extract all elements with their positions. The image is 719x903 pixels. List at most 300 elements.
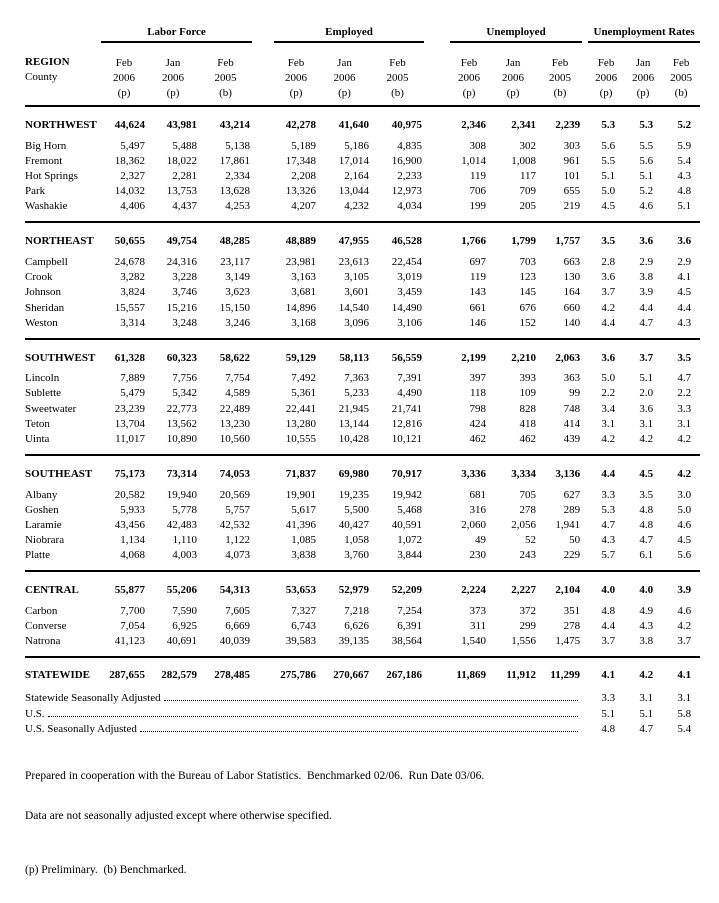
value-cell: 363 [563,372,581,385]
rate-cell: 4.1 [588,657,624,688]
period-header-unemployed-1 [488,42,538,106]
value-cell: 2,063 [538,339,582,371]
value-cell: 4,490 [397,387,423,400]
region-section-southeast [25,455,700,571]
value-cell: 393 [519,372,537,385]
value-cell: 3,228 [172,271,197,284]
header-corner [25,24,101,42]
rate-cell: 3.6 [588,339,624,371]
value-cell: 48,285 [199,222,252,254]
period-year: 2005 [386,72,409,84]
value-cell: 7,700 [120,604,145,617]
value-cell: 17,861 [219,154,251,167]
rate-cell: 2.2 [677,387,692,400]
period-header-unemployment-rates-0 [588,42,624,106]
column-gap [252,455,274,487]
column-gap [252,138,274,153]
column-gap [424,153,450,168]
rate-cell: 4.0 [624,571,662,603]
value-cell: 308 [469,139,487,152]
value-cell: 3,824 [120,286,145,299]
value-cell: 21,741 [391,402,423,415]
value-cell: 16,900 [391,154,423,167]
value-cell: 270,667 [318,657,371,688]
value-cell: 1,072 [397,534,423,547]
value-cell: 2,224 [450,571,488,603]
rate-cell: 4.2 [677,620,692,633]
rate-cell: 4.6 [639,200,654,213]
value-cell: 418 [519,417,537,430]
value-cell: 7,605 [225,604,251,617]
column-gap [424,386,450,401]
adjusted-row-label-cell [25,721,582,736]
period-note: (p) [117,87,131,99]
value-cell: 3,096 [344,316,370,329]
rate-cell: 4.9 [639,604,654,617]
rate-cell: 5.5 [601,154,616,167]
rate-cell: 3.7 [601,286,616,299]
rate-cell: 5.1 [639,372,654,385]
region-section-southwest [25,339,700,455]
value-cell: 5,500 [344,503,370,516]
rate-cell: 5.8 [677,707,692,720]
value-cell: 1,134 [120,534,145,547]
value-cell: 424 [469,417,487,430]
column-gap [424,222,450,254]
value-cell: 6,743 [291,620,317,633]
county-row [25,371,700,386]
value-cell: 20,582 [114,488,145,501]
value-cell: 11,017 [115,433,145,446]
rate-cell: 4.5 [624,455,662,487]
value-cell: 118 [469,387,487,400]
group-header-employed: Employed [274,24,424,42]
value-cell: 1,766 [450,222,488,254]
value-cell: 661 [469,301,487,314]
value-cell: 47,955 [318,222,371,254]
county-row [25,153,700,168]
period-note: (b) [674,87,688,99]
value-cell: 5,189 [291,139,317,152]
period-note: (b) [219,87,232,99]
value-cell: 282,579 [147,657,199,688]
dotted-leader [164,700,578,701]
county-row [25,270,700,285]
period-note: (p) [506,87,520,99]
value-cell: 5,488 [172,139,197,152]
value-cell: 2,281 [172,169,197,182]
rate-cell: 4.4 [601,316,616,329]
county-name: Converse [25,620,67,633]
value-cell: 205 [519,200,537,213]
column-gap [252,487,274,502]
column-gap [424,199,450,223]
value-cell: 1,014 [461,154,487,167]
value-cell: 164 [563,286,581,299]
period-note: (p) [462,87,476,99]
value-cell: 697 [469,255,487,268]
value-cell: 41,640 [318,106,371,138]
value-cell: 40,691 [166,635,197,648]
value-cell: 303 [563,139,581,152]
county-row [25,300,700,315]
value-cell: 7,492 [291,372,317,385]
value-cell: 703 [519,255,537,268]
statewide-section [25,657,700,688]
rate-cell: 5.2 [662,106,700,138]
rate-cell: 3.9 [662,571,700,603]
column-header-row [25,42,700,106]
value-cell: 6,925 [172,620,197,633]
adjusted-row-label-cell [25,688,582,706]
period-month: Feb [389,57,406,69]
value-cell: 70,917 [371,455,424,487]
county-row [25,619,700,634]
value-cell: 1,941 [555,519,581,531]
column-gap [252,199,274,223]
column-gap [424,138,450,153]
county-name: Uinta [25,433,50,446]
period-note: (p) [636,87,650,99]
column-gap [424,634,450,658]
period-note: (b) [553,87,567,99]
rate-cell: 4.2 [624,657,662,688]
rate-cell: 4.2 [639,433,654,446]
county-row [25,502,700,517]
region-row [25,106,700,138]
region-name: SOUTHWEST [25,339,101,371]
rate-cell: 3.1 [677,417,692,430]
column-gap [424,106,450,138]
adjusted-rate-row [25,688,700,706]
county-name: Sublette [25,387,62,400]
value-cell: 4,406 [120,200,145,213]
column-gap [252,106,274,138]
rate-cell: 4.5 [601,200,616,213]
value-cell: 13,753 [166,185,197,198]
value-cell: 21,945 [338,402,370,415]
value-cell: 1,122 [225,534,251,547]
value-cell: 49 [475,534,487,547]
column-gap [424,184,450,199]
value-cell: 10,890 [166,433,197,446]
period-year: 2005 [670,72,693,84]
value-cell: 49,754 [147,222,199,254]
value-cell: 59,129 [274,339,318,371]
period-header-employed-2 [371,42,424,106]
value-cell: 4,437 [172,200,197,213]
column-gap [252,634,274,658]
value-cell: 43,456 [114,519,145,531]
value-cell: 5,617 [291,503,317,516]
rate-cell: 5.5 [639,139,654,152]
value-cell: 373 [469,604,487,617]
county-name: Carbon [25,604,58,617]
period-year: 2006 [632,72,655,84]
column-gap [252,502,274,517]
value-cell: 3,168 [291,316,317,329]
period-month: Feb [460,57,478,69]
column-gap [252,603,274,618]
value-cell: 7,218 [344,604,370,617]
county-row [25,254,700,269]
value-cell: 10,121 [391,433,423,446]
rate-cell: 3.5 [588,222,624,254]
value-cell: 38,564 [391,635,423,648]
value-cell: 5,468 [397,503,423,516]
county-name: Park [25,185,46,198]
county-name: Goshen [25,503,59,516]
value-cell: 61,328 [101,339,147,371]
value-cell: 53,653 [274,571,318,603]
rate-cell: 5.0 [601,372,616,385]
value-cell: 5,757 [225,503,251,516]
region-section-central [25,571,700,657]
county-name: Washakie [25,200,68,213]
rate-cell: 4.5 [677,286,692,299]
period-month: Feb [115,57,133,69]
period-year: 2006 [162,72,184,84]
rate-cell: 4.8 [601,722,616,735]
value-cell: 2,239 [538,106,582,138]
rate-cell: 5.6 [601,139,616,152]
column-gap [252,339,274,371]
adjusted-rate-row [25,721,700,736]
value-cell: 42,483 [166,519,197,531]
county-name: Lincoln [25,372,60,385]
region-header-label: REGION [25,56,70,68]
rate-cell: 5.9 [677,139,692,152]
value-cell: 3,838 [291,549,317,562]
period-note: (p) [289,87,303,99]
period-month: Feb [217,57,234,69]
county-name: Niobrara [25,534,65,547]
column-gap [424,502,450,517]
value-cell: 13,230 [219,417,251,430]
value-cell: 7,391 [397,372,423,385]
column-gap [252,517,274,532]
rate-cell: 3.7 [677,635,692,648]
period-note: (p) [166,87,180,99]
county-name: Hot Springs [25,169,78,182]
value-cell: 50 [569,534,581,547]
rate-cell: 4.7 [639,534,654,547]
rate-cell: 5.1 [601,169,616,182]
value-cell: 43,981 [147,106,199,138]
value-cell: 439 [563,433,581,446]
value-cell: 17,014 [338,154,370,167]
header-gap [252,24,274,42]
column-gap [424,401,450,416]
column-gap [424,603,450,618]
dotted-leader [48,716,579,717]
value-cell: 2,208 [291,169,317,182]
value-cell: 55,206 [147,571,199,603]
period-month: Jan [165,57,181,69]
report-notes [25,745,702,903]
value-cell: 3,623 [225,286,251,299]
value-cell: 1,110 [172,534,197,547]
value-cell: 13,562 [166,417,197,430]
value-cell: 152 [519,316,537,329]
value-cell: 798 [469,402,487,415]
value-cell: 705 [519,488,537,501]
column-gap [252,571,274,603]
county-name: Crook [25,271,53,284]
county-row [25,517,700,532]
rate-cell: 4.1 [662,657,700,688]
group-header-unemployment-rates: Unemployment Rates [588,24,700,42]
value-cell: 15,557 [114,301,145,314]
value-cell: 3,336 [450,455,488,487]
value-cell: 55,877 [101,571,147,603]
period-header-unemployed-2 [538,42,582,106]
period-header-unemployment-rates-2 [662,42,700,106]
county-name: Platte [25,549,51,562]
period-year: 2006 [458,72,481,84]
rate-cell: 2.8 [601,255,616,268]
value-cell: 13,044 [338,185,370,198]
value-cell: 10,428 [338,433,370,446]
period-note: (p) [599,87,613,99]
value-cell: 1,556 [511,635,537,648]
group-header-labor-force: Labor Force [101,24,252,42]
rate-cell: 2.2 [601,387,616,400]
period-header-labor-force-1 [147,42,199,106]
rate-cell: 4.3 [677,169,692,182]
value-cell: 109 [519,387,537,400]
value-cell: 828 [519,402,537,415]
rate-cell: 4.1 [677,271,692,284]
value-cell: 278 [563,620,581,633]
rate-cell: 5.2 [639,185,654,198]
period-month: Feb [287,57,305,69]
value-cell: 267,186 [371,657,424,688]
value-cell: 5,138 [225,139,251,152]
column-gap [424,285,450,300]
rate-cell: 3.6 [601,271,616,284]
rate-cell: 3.4 [601,402,616,415]
column-gap [424,168,450,183]
period-note: (p) [338,87,351,99]
value-cell: 44,624 [101,106,147,138]
rate-cell: 4.7 [601,519,616,531]
value-cell: 119 [469,271,487,284]
county-name: Weston [25,316,58,329]
column-gap [424,254,450,269]
period-header-labor-force-2 [199,42,252,106]
value-cell: 4,073 [225,549,251,562]
value-cell: 11,912 [488,657,538,688]
county-name: Campbell [25,255,68,268]
column-gap [252,416,274,431]
value-cell: 60,323 [147,339,199,371]
value-cell: 39,583 [285,635,317,648]
adjusted-row-label: U.S. [25,707,45,720]
value-cell: 7,754 [225,372,251,385]
rate-cell: 2.9 [639,255,654,268]
value-cell: 10,560 [219,433,251,446]
region-name: NORTHWEST [25,106,101,138]
value-cell: 3,106 [397,316,423,329]
period-month: Jan [337,57,352,69]
value-cell: 54,313 [199,571,252,603]
value-cell: 3,105 [344,271,370,284]
value-cell: 14,540 [338,301,370,314]
header-gap [424,24,450,42]
rate-cell: 4.2 [601,301,616,314]
value-cell: 58,113 [318,339,371,371]
rate-cell: 4.5 [677,534,692,547]
value-cell: 4,003 [172,549,197,562]
value-cell: 2,327 [120,169,145,182]
dotted-leader [140,731,578,732]
value-cell: 1,540 [461,635,487,648]
value-cell: 24,316 [166,255,197,268]
value-cell: 7,254 [397,604,423,617]
county-name: Teton [25,417,50,430]
period-header-employed-0 [274,42,318,106]
value-cell: 1,757 [538,222,582,254]
value-cell: 3,246 [225,316,251,329]
value-cell: 229 [563,549,581,562]
adjusted-rates-section [25,688,700,736]
value-cell: 1,085 [291,534,317,547]
column-gap [424,270,450,285]
value-cell: 20,569 [219,488,251,501]
period-year: 2006 [595,72,618,84]
value-cell: 7,363 [344,372,370,385]
period-year: 2006 [113,72,135,84]
rate-cell: 4.3 [639,620,654,633]
value-cell: 13,628 [219,185,251,198]
column-gap [424,487,450,502]
column-gap [252,401,274,416]
value-cell: 101 [563,169,581,182]
value-cell: 40,591 [391,519,423,531]
region-row [25,222,700,254]
column-gap [252,270,274,285]
value-cell: 3,314 [120,316,145,329]
column-gap [252,657,274,688]
county-row [25,487,700,502]
rate-cell: 5.1 [639,169,654,182]
value-cell: 2,164 [344,169,370,182]
value-cell: 5,186 [344,139,370,152]
column-gap [252,431,274,455]
value-cell: 52 [525,534,537,547]
rate-cell: 5.7 [601,549,616,562]
adjusted-rate-row [25,706,700,721]
value-cell: 275,786 [274,657,318,688]
value-cell: 1,058 [344,534,370,547]
value-cell: 5,361 [291,387,317,400]
leader-wrap [25,723,582,735]
rate-cell: 5.4 [677,722,692,735]
rate-cell: 4.8 [601,604,616,617]
rate-cell: 3.8 [639,635,654,648]
column-gap [252,300,274,315]
value-cell: 2,056 [511,519,537,531]
value-cell: 709 [519,185,537,198]
column-gap [424,657,450,688]
value-cell: 22,489 [219,402,251,415]
rate-cell: 3.9 [639,286,654,299]
value-cell: 3,844 [397,549,423,562]
value-cell: 6,391 [397,620,423,633]
region-row [25,455,700,487]
rate-cell: 3.8 [639,271,654,284]
